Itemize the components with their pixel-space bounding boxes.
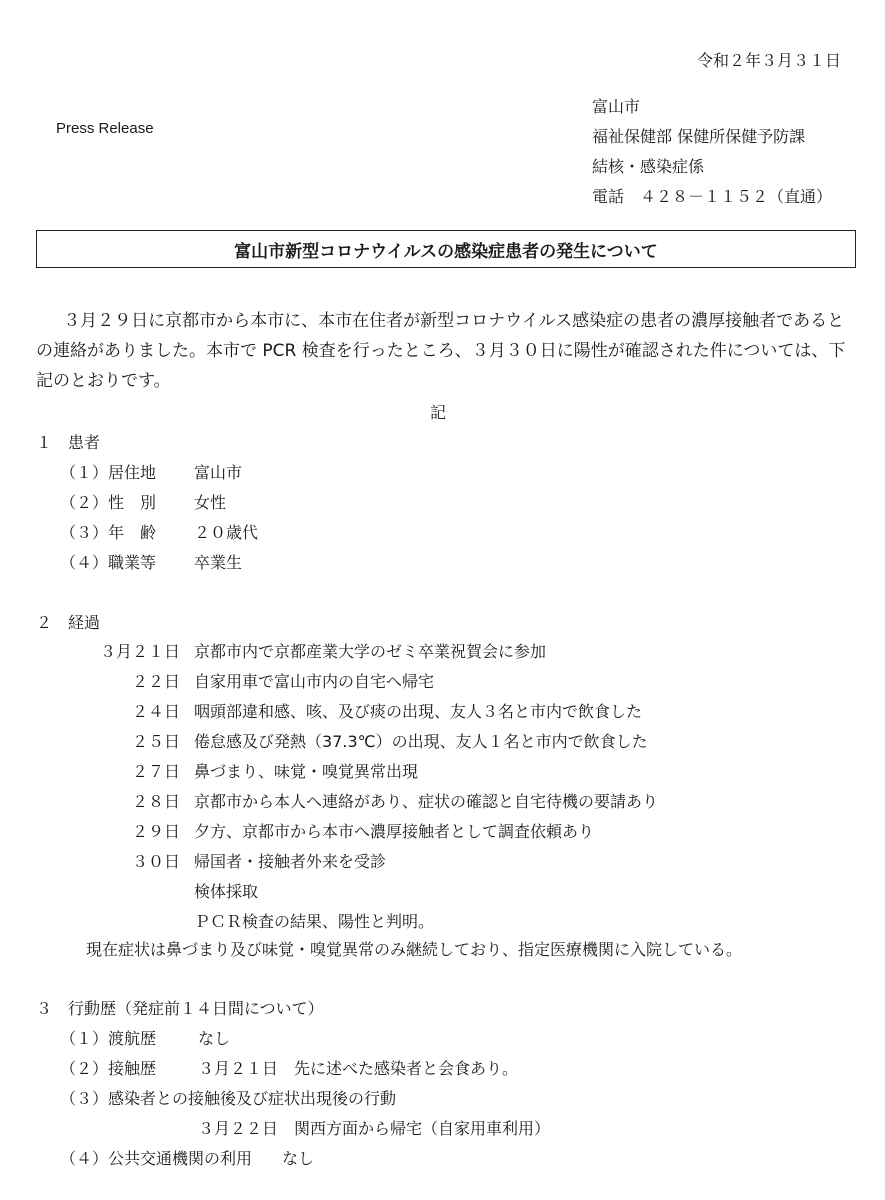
- timeline-date: ２９日: [131, 822, 180, 841]
- timeline-row: [0, 789, 658, 812]
- item-label: （４）公共交通機関の利用: [60, 1149, 253, 1168]
- timeline-date: ３０日: [131, 852, 180, 871]
- ki-marker: 記: [430, 403, 447, 422]
- item-value: 女性: [194, 493, 227, 512]
- press-release-label: Press Release: [56, 120, 154, 137]
- section2-heading: ２ 経過: [36, 613, 101, 632]
- timeline-date: ２５日: [131, 732, 180, 751]
- item-value: 卒業生: [194, 553, 243, 572]
- item-label: （２）接触歴: [60, 1059, 157, 1078]
- timeline-text: 自家用車で富山市内の自宅へ帰宅: [194, 672, 435, 691]
- timeline-text: 咽頭部違和感、咳、及び痰の出現、友人３名と市内で飲食した: [194, 702, 643, 721]
- timeline-text: 帰国者・接触者外来を受診: [194, 852, 387, 871]
- timeline-date: ２７日: [131, 762, 180, 781]
- item-label: （１）渡航歴: [60, 1029, 157, 1048]
- timeline-row: [0, 819, 594, 842]
- patient-age: [60, 520, 258, 543]
- timeline-row: [0, 849, 386, 872]
- item-label: （１）居住地: [60, 463, 157, 482]
- issuer-city: 富山市: [592, 97, 641, 116]
- post-contact-behavior: [60, 1086, 396, 1109]
- timeline-text: 倦怠感及び発熱（37.3℃）の出現、友人１名と市内で飲食した: [194, 732, 648, 751]
- issuer-section: 結核・感染症係: [592, 157, 705, 176]
- post-contact-behavior-detail: [198, 1116, 550, 1139]
- item-value: ３月２１日 先に述べた感染者と会食あり。: [198, 1059, 519, 1078]
- timeline-row: [0, 729, 648, 752]
- timeline-row: [194, 879, 258, 902]
- issuer-block: [592, 92, 832, 212]
- timeline-row: [0, 639, 546, 662]
- item-label: （３）年 齢: [60, 523, 157, 542]
- item-value: なし: [282, 1149, 315, 1168]
- item-value: なし: [198, 1029, 231, 1048]
- item-value: ２０歳代: [194, 523, 259, 542]
- timeline-row: [0, 699, 642, 722]
- travel-history: [60, 1026, 230, 1049]
- patient-sex: [60, 490, 226, 513]
- issuer-phone: 電話 ４２８－１１５２（直通）: [592, 187, 833, 206]
- item-label: （３）感染者との接触後及び症状出現後の行動: [60, 1089, 397, 1108]
- timeline-date: ２８日: [131, 792, 180, 811]
- timeline-row: [0, 669, 434, 692]
- timeline-date: ３月２１日: [99, 642, 180, 661]
- timeline-row: [194, 909, 434, 932]
- release-date: 令和２年３月３１日: [696, 51, 841, 70]
- item-value: 富山市: [194, 463, 243, 482]
- public-transport-use: [60, 1146, 314, 1169]
- current-status-note: 現在症状は鼻づまり及び味覚・嗅覚異常のみ継続しており、指定医療機関に入院している。: [86, 940, 743, 959]
- patient-residence: [60, 460, 242, 483]
- timeline-date: ２４日: [131, 702, 180, 721]
- item-value: ３月２２日 関西方面から帰宅（自家用車利用）: [198, 1119, 551, 1138]
- timeline-text: 鼻づまり、味覚・嗅覚異常出現: [194, 762, 419, 781]
- timeline-date: ２２日: [131, 672, 180, 691]
- timeline-text: ＰＣＲ検査の結果、陽性と判明。: [194, 912, 435, 931]
- document-title: 富山市新型コロナウイルスの感染症患者の発生について: [36, 230, 856, 268]
- intro-paragraph: ３月２９日に京都市から本市に、本市在住者が新型コロナウイルス感染症の患者の濃厚接触者であるとの連絡がありました。本市で PCR 検査を行ったところ、３月３０日に陽性が確認された件については、下記のとおりです。: [36, 311, 846, 391]
- issuer-department: 福祉保健部 保健所保健予防課: [592, 127, 806, 146]
- timeline-text: 京都市内で京都産業大学のゼミ卒業祝賀会に参加: [194, 642, 547, 661]
- section1-heading: １ 患者: [36, 433, 101, 452]
- timeline-text: 京都市から本人へ連絡があり、症状の確認と自宅待機の要請あり: [194, 792, 659, 811]
- patient-occupation: [60, 550, 242, 573]
- item-label: （２）性 別: [60, 493, 157, 512]
- timeline-text: 検体採取: [194, 882, 259, 901]
- section3-heading: ３ 行動歴（発症前１４日間について）: [36, 999, 324, 1018]
- timeline-text: 夕方、京都市から本市へ濃厚接触者として調査依頼あり: [194, 822, 595, 841]
- timeline-row: [0, 759, 418, 782]
- contact-history: [60, 1056, 518, 1079]
- item-label: （４）職業等: [60, 553, 157, 572]
